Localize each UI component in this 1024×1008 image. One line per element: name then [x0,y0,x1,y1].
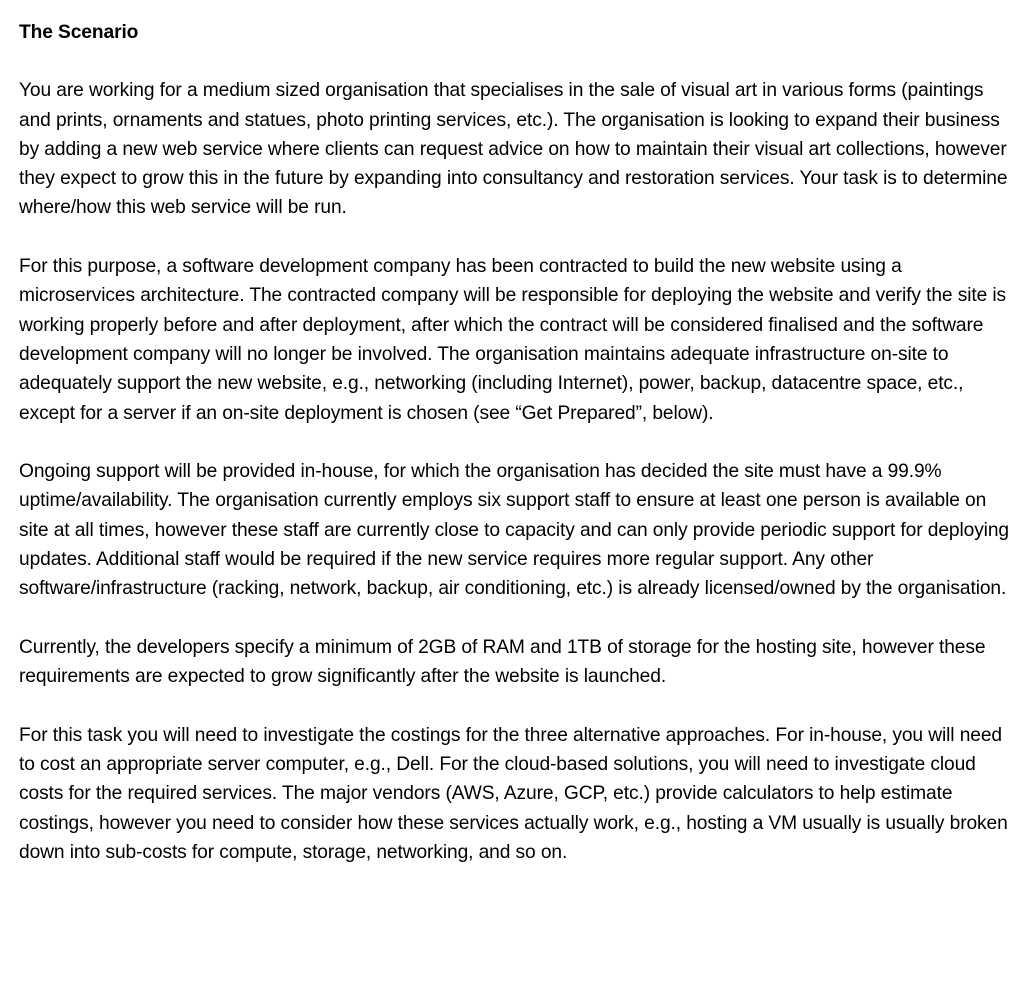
paragraph-task: For this task you will need to investigate the costings for the three alternative approaches. For in-house, you will need to cost an appropriate server computer, e.g., Dell. For the cloud-based solutions, you will need to investigate cloud costs for the required services. The major vendors (AWS, Azure, GCP, etc.) provide calculators to help estimate costings, however you need to consider how these services actually work, e.g., hosting a VM usually is usually broken down into sub-costs for compute, storage, networking, and so on. [19,724,1008,864]
paragraph-purpose: For this purpose, a software development company has been contracted to build the new website using a microservices architecture. The contracted company will be responsible for deploying the website and verify the site is working properly before and after deployment, after which the contract will be considered finalised and the software development company will no longer be involved. The organisation maintains adequate infrastructure on-site to adequately support the new website, e.g., networking (including Internet), power, backup, datacentre space, etc., except for a server if an on-site deployment is chosen (see “Get Prepared”, below). [19,256,1007,424]
paragraph-intro: You are working for a medium sized organisation that specialises in the sale of visual art in various forms (paintings and prints, ornaments and statues, photo printing services, etc.). The organisation is looking to expand their business by adding a new web service where clients can request advice on how to maintain their visual art collections, however they expect to grow this in the future by expanding into consultancy and restoration services. Your task is to determine where/how this web service will be run. [19,80,1008,219]
paragraph-support: Ongoing support will be provided in-house, for which the organisation has decided the site must have a 99.9% uptime/availability. The organisation currently employs six support staff to ensure at least one person is available on site at all times, however these staff are currently close to capacity and can only provide periodic support for deploying updates. Additional staff would be required if the new service requires more regular support. Any other software/infrastructure (racking, network, backup, air conditioning, etc.) is already licensed/owned by the organisation. [19,461,1009,600]
paragraph-requirements: Currently, the developers specify a minimum of 2GB of RAM and 1TB of storage for the hosting site, however these requirements are expected to grow significantly after the website is launched. [19,636,986,688]
document-title: The Scenario [19,22,139,43]
document-body [19,18,1009,897]
